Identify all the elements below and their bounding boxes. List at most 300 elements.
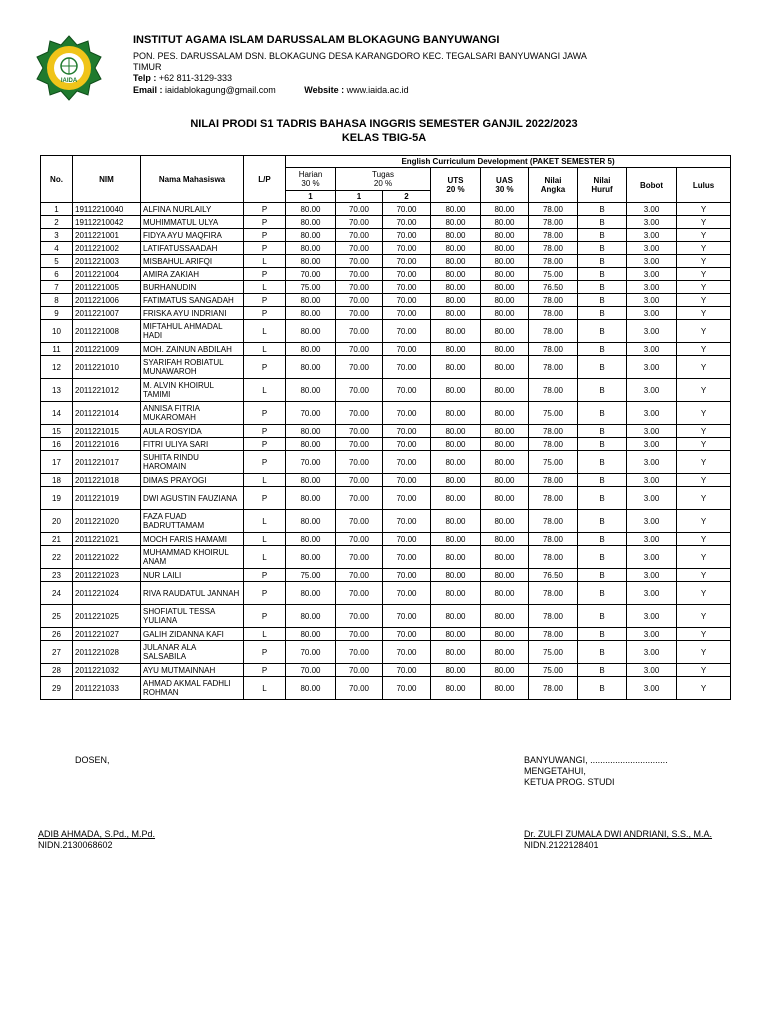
table-row bbox=[41, 474, 731, 487]
cell-uts: 80.00 bbox=[431, 379, 481, 402]
cell-gender: P bbox=[244, 487, 286, 510]
phone-value: +62 811-3129-333 bbox=[158, 73, 233, 83]
table-row bbox=[41, 402, 731, 425]
cell-nilai-angka: 76.50 bbox=[529, 569, 578, 582]
cell-tugas-2: 70.00 bbox=[383, 641, 431, 664]
cell-tugas-2: 70.00 bbox=[383, 379, 431, 402]
cell-uas: 80.00 bbox=[481, 533, 529, 546]
cell-bobot: 3.00 bbox=[627, 281, 677, 294]
phone-label: Telp : bbox=[133, 73, 157, 83]
header-lp: L/P bbox=[244, 156, 286, 203]
cell-bobot: 3.00 bbox=[627, 379, 677, 402]
cell-harian: 80.00 bbox=[286, 510, 336, 533]
cell-uts: 80.00 bbox=[431, 320, 481, 343]
cell-bobot: 3.00 bbox=[627, 510, 677, 533]
lecturer-nidn: NIDN.2130068602 bbox=[38, 840, 113, 850]
cell-nilai-angka: 76.50 bbox=[529, 281, 578, 294]
cell-lulus: Y bbox=[677, 582, 731, 605]
cell-tugas-2: 70.00 bbox=[383, 268, 431, 281]
cell-harian: 80.00 bbox=[286, 628, 336, 641]
cell-uas: 80.00 bbox=[481, 402, 529, 425]
cell-tugas-1: 70.00 bbox=[336, 203, 383, 216]
cell-harian: 80.00 bbox=[286, 533, 336, 546]
table-row bbox=[41, 641, 731, 664]
cell-uas: 80.00 bbox=[481, 203, 529, 216]
cell-tugas-1: 70.00 bbox=[336, 438, 383, 451]
cell-tugas-1: 70.00 bbox=[336, 605, 383, 628]
cell-no: 5 bbox=[41, 255, 73, 268]
cell-harian: 80.00 bbox=[286, 379, 336, 402]
cell-uts: 80.00 bbox=[431, 343, 481, 356]
cell-uas: 80.00 bbox=[481, 379, 529, 402]
cell-lulus: Y bbox=[677, 605, 731, 628]
cell-gender: P bbox=[244, 242, 286, 255]
table-row bbox=[41, 281, 731, 294]
cell-tugas-2: 70.00 bbox=[383, 487, 431, 510]
cell-nilai-angka: 78.00 bbox=[529, 677, 578, 700]
header-tugas: Tugas 20 % bbox=[336, 168, 431, 191]
cell-nim: 2011221012 bbox=[73, 379, 141, 402]
institution-address: PON. PES. DARUSSALAM DSN. BLOKAGUNG DESA KARANGDORO KEC. TEGALSARI BANYUWANGI JAWA TIMUR bbox=[133, 51, 587, 72]
table-row bbox=[41, 307, 731, 320]
cell-uts: 80.00 bbox=[431, 268, 481, 281]
cell-tugas-1: 70.00 bbox=[336, 474, 383, 487]
cell-gender: L bbox=[244, 281, 286, 294]
cell-nilai-angka: 75.00 bbox=[529, 268, 578, 281]
cell-gender: P bbox=[244, 216, 286, 229]
cell-bobot: 3.00 bbox=[627, 294, 677, 307]
cell-nilai-huruf: B bbox=[578, 664, 627, 677]
head-of-program-label: KETUA PROG. STUDI bbox=[524, 777, 615, 787]
cell-tugas-1: 70.00 bbox=[336, 569, 383, 582]
cell-gender: P bbox=[244, 294, 286, 307]
table-row bbox=[41, 229, 731, 242]
cell-nim: 2011221033 bbox=[73, 677, 141, 700]
cell-gender: P bbox=[244, 203, 286, 216]
cell-tugas-1: 70.00 bbox=[336, 281, 383, 294]
cell-tugas-2: 70.00 bbox=[383, 229, 431, 242]
table-row bbox=[41, 582, 731, 605]
cell-uts: 80.00 bbox=[431, 474, 481, 487]
cell-no: 24 bbox=[41, 582, 73, 605]
cell-tugas-1: 70.00 bbox=[336, 343, 383, 356]
cell-no: 15 bbox=[41, 425, 73, 438]
cell-name: DIMAS PRAYOGI bbox=[141, 474, 244, 487]
cell-nilai-huruf: B bbox=[578, 379, 627, 402]
cell-tugas-1: 70.00 bbox=[336, 425, 383, 438]
cell-nilai-huruf: B bbox=[578, 356, 627, 379]
cell-uts: 80.00 bbox=[431, 664, 481, 677]
cell-name: FRISKA AYU INDRIANI bbox=[141, 307, 244, 320]
header-harian: Harian 30 % bbox=[286, 168, 336, 191]
cell-nilai-angka: 78.00 bbox=[529, 203, 578, 216]
header-tugas-sub-2: 2 bbox=[383, 191, 431, 203]
cell-nilai-huruf: B bbox=[578, 242, 627, 255]
cell-nilai-huruf: B bbox=[578, 268, 627, 281]
cell-nilai-huruf: B bbox=[578, 582, 627, 605]
cell-uts: 80.00 bbox=[431, 255, 481, 268]
cell-name: NUR LAILI bbox=[141, 569, 244, 582]
cell-harian: 80.00 bbox=[286, 487, 336, 510]
table-row bbox=[41, 294, 731, 307]
cell-no: 1 bbox=[41, 203, 73, 216]
cell-harian: 80.00 bbox=[286, 356, 336, 379]
cell-nim: 2011221015 bbox=[73, 425, 141, 438]
cell-nim: 2011221014 bbox=[73, 402, 141, 425]
cell-lulus: Y bbox=[677, 320, 731, 343]
table-row bbox=[41, 677, 731, 700]
cell-tugas-1: 70.00 bbox=[336, 307, 383, 320]
cell-harian: 70.00 bbox=[286, 664, 336, 677]
cell-name: SHOFIATUL TESSA YULIANA bbox=[141, 605, 244, 628]
cell-no: 19 bbox=[41, 487, 73, 510]
class-title: KELAS TBIG-5A bbox=[341, 132, 427, 144]
cell-nilai-angka: 75.00 bbox=[529, 664, 578, 677]
cell-nilai-angka: 78.00 bbox=[529, 425, 578, 438]
cell-bobot: 3.00 bbox=[627, 628, 677, 641]
cell-name: SYARIFAH ROBIATUL MUNAWAROH bbox=[141, 356, 244, 379]
cell-tugas-2: 70.00 bbox=[383, 605, 431, 628]
cell-nilai-huruf: B bbox=[578, 438, 627, 451]
cell-nim: 2011221005 bbox=[73, 281, 141, 294]
cell-nilai-huruf: B bbox=[578, 510, 627, 533]
cell-harian: 70.00 bbox=[286, 402, 336, 425]
cell-uas: 80.00 bbox=[481, 438, 529, 451]
cell-gender: L bbox=[244, 533, 286, 546]
cell-lulus: Y bbox=[677, 677, 731, 700]
cell-nilai-huruf: B bbox=[578, 294, 627, 307]
cell-uas: 80.00 bbox=[481, 281, 529, 294]
cell-name: FITRI ULIYA SARI bbox=[141, 438, 244, 451]
cell-uts: 80.00 bbox=[431, 425, 481, 438]
cell-nim: 2011221025 bbox=[73, 605, 141, 628]
cell-uas: 80.00 bbox=[481, 451, 529, 474]
cell-bobot: 3.00 bbox=[627, 533, 677, 546]
cell-tugas-1: 70.00 bbox=[336, 582, 383, 605]
cell-harian: 80.00 bbox=[286, 242, 336, 255]
header-course: English Curriculum Development (PAKET SEMESTER 5) bbox=[286, 156, 731, 168]
cell-uts: 80.00 bbox=[431, 451, 481, 474]
cell-tugas-1: 70.00 bbox=[336, 268, 383, 281]
cell-tugas-2: 70.00 bbox=[383, 255, 431, 268]
cell-tugas-1: 70.00 bbox=[336, 641, 383, 664]
cell-gender: P bbox=[244, 402, 286, 425]
cell-uas: 80.00 bbox=[481, 229, 529, 242]
table-row bbox=[41, 438, 731, 451]
cell-uts: 80.00 bbox=[431, 356, 481, 379]
cell-uts: 80.00 bbox=[431, 487, 481, 510]
cell-gender: L bbox=[244, 628, 286, 641]
cell-nilai-huruf: B bbox=[578, 307, 627, 320]
cell-nilai-angka: 78.00 bbox=[529, 255, 578, 268]
cell-tugas-1: 70.00 bbox=[336, 451, 383, 474]
cell-name: AYU MUTMAINNAH bbox=[141, 664, 244, 677]
cell-name: MOH. ZAINUN ABDILAH bbox=[141, 343, 244, 356]
cell-gender: P bbox=[244, 641, 286, 664]
cell-nim: 2011221021 bbox=[73, 533, 141, 546]
cell-gender: P bbox=[244, 268, 286, 281]
cell-nilai-huruf: B bbox=[578, 425, 627, 438]
email-value[interactable]: iaidablokagung@gmail.com bbox=[165, 85, 276, 95]
cell-harian: 70.00 bbox=[286, 641, 336, 664]
cell-uas: 80.00 bbox=[481, 307, 529, 320]
cell-bobot: 3.00 bbox=[627, 402, 677, 425]
header-uts: UTS 20 % bbox=[431, 168, 481, 203]
cell-uas: 80.00 bbox=[481, 664, 529, 677]
cell-bobot: 3.00 bbox=[627, 425, 677, 438]
cell-no: 23 bbox=[41, 569, 73, 582]
cell-gender: P bbox=[244, 582, 286, 605]
cell-uts: 80.00 bbox=[431, 641, 481, 664]
grades-body bbox=[41, 203, 731, 700]
cell-uas: 80.00 bbox=[481, 216, 529, 229]
acknowledged-label: MENGETAHUI, bbox=[524, 766, 586, 776]
cell-nim: 2011221024 bbox=[73, 582, 141, 605]
cell-lulus: Y bbox=[677, 356, 731, 379]
cell-gender: L bbox=[244, 255, 286, 268]
cell-tugas-2: 70.00 bbox=[383, 294, 431, 307]
grades-table bbox=[40, 155, 731, 700]
cell-nilai-angka: 78.00 bbox=[529, 307, 578, 320]
cell-nim: 2011221020 bbox=[73, 510, 141, 533]
cell-lulus: Y bbox=[677, 229, 731, 242]
lecturer-label: DOSEN, bbox=[75, 755, 110, 765]
cell-gender: P bbox=[244, 569, 286, 582]
cell-no: 3 bbox=[41, 229, 73, 242]
cell-bobot: 3.00 bbox=[627, 677, 677, 700]
cell-lulus: Y bbox=[677, 664, 731, 677]
cell-bobot: 3.00 bbox=[627, 203, 677, 216]
cell-harian: 80.00 bbox=[286, 229, 336, 242]
document-title: NILAI PRODI S1 TADRIS BAHASA INGGRIS SEMESTER GANJIL 2022/2023 bbox=[190, 118, 578, 130]
cell-uas: 80.00 bbox=[481, 582, 529, 605]
cell-nilai-angka: 78.00 bbox=[529, 242, 578, 255]
cell-uas: 80.00 bbox=[481, 268, 529, 281]
cell-nim: 19112210042 bbox=[73, 216, 141, 229]
place-date: BANYUWANGI, ............................... bbox=[524, 755, 668, 765]
cell-uas: 80.00 bbox=[481, 546, 529, 569]
cell-bobot: 3.00 bbox=[627, 255, 677, 268]
cell-no: 2 bbox=[41, 216, 73, 229]
cell-no: 8 bbox=[41, 294, 73, 307]
head-of-program-name: Dr. ZULFI ZUMALA DWI ANDRIANI, S.S., M.A. bbox=[524, 829, 713, 839]
header-bobot: Bobot bbox=[627, 168, 677, 203]
cell-lulus: Y bbox=[677, 641, 731, 664]
cell-gender: P bbox=[244, 605, 286, 628]
cell-name: RIVA RAUDATUL JANNAH bbox=[141, 582, 244, 605]
cell-uts: 80.00 bbox=[431, 216, 481, 229]
cell-nilai-huruf: B bbox=[578, 628, 627, 641]
cell-lulus: Y bbox=[677, 242, 731, 255]
cell-nilai-angka: 78.00 bbox=[529, 605, 578, 628]
cell-bobot: 3.00 bbox=[627, 605, 677, 628]
cell-gender: L bbox=[244, 546, 286, 569]
cell-nilai-huruf: B bbox=[578, 677, 627, 700]
cell-lulus: Y bbox=[677, 281, 731, 294]
cell-nim: 2011221001 bbox=[73, 229, 141, 242]
header-harian-sub: 1 bbox=[286, 191, 336, 203]
cell-nilai-huruf: B bbox=[578, 641, 627, 664]
cell-nilai-huruf: B bbox=[578, 343, 627, 356]
cell-bobot: 3.00 bbox=[627, 474, 677, 487]
table-row bbox=[41, 569, 731, 582]
cell-uas: 80.00 bbox=[481, 641, 529, 664]
cell-nim: 2011221019 bbox=[73, 487, 141, 510]
table-row bbox=[41, 379, 731, 402]
cell-harian: 80.00 bbox=[286, 605, 336, 628]
table-row bbox=[41, 533, 731, 546]
cell-bobot: 3.00 bbox=[627, 229, 677, 242]
cell-lulus: Y bbox=[677, 487, 731, 510]
cell-bobot: 3.00 bbox=[627, 451, 677, 474]
cell-bobot: 3.00 bbox=[627, 343, 677, 356]
table-row bbox=[41, 255, 731, 268]
cell-gender: L bbox=[244, 510, 286, 533]
cell-nilai-huruf: B bbox=[578, 402, 627, 425]
cell-uts: 80.00 bbox=[431, 402, 481, 425]
cell-uas: 80.00 bbox=[481, 605, 529, 628]
header-lulus: Lulus bbox=[677, 168, 731, 203]
cell-bobot: 3.00 bbox=[627, 438, 677, 451]
cell-bobot: 3.00 bbox=[627, 487, 677, 510]
cell-harian: 70.00 bbox=[286, 268, 336, 281]
cell-no: 28 bbox=[41, 664, 73, 677]
cell-nilai-huruf: B bbox=[578, 203, 627, 216]
cell-nilai-angka: 78.00 bbox=[529, 343, 578, 356]
cell-nim: 2011221018 bbox=[73, 474, 141, 487]
cell-tugas-1: 70.00 bbox=[336, 216, 383, 229]
website-label: Website : bbox=[304, 85, 345, 95]
cell-nim: 2011221008 bbox=[73, 320, 141, 343]
header-no: No. bbox=[41, 156, 73, 203]
cell-nim: 2011221007 bbox=[73, 307, 141, 320]
cell-bobot: 3.00 bbox=[627, 641, 677, 664]
header-nilai-angka: Nilai Angka bbox=[529, 168, 578, 203]
cell-no: 12 bbox=[41, 356, 73, 379]
cell-nilai-angka: 78.00 bbox=[529, 229, 578, 242]
cell-no: 18 bbox=[41, 474, 73, 487]
table-row bbox=[41, 216, 731, 229]
cell-nim: 2011221003 bbox=[73, 255, 141, 268]
cell-nilai-huruf: B bbox=[578, 229, 627, 242]
cell-name: MUHAMMAD KHOIRUL ANAM bbox=[141, 546, 244, 569]
cell-nilai-angka: 78.00 bbox=[529, 356, 578, 379]
cell-nim: 2011221027 bbox=[73, 628, 141, 641]
cell-uts: 80.00 bbox=[431, 677, 481, 700]
cell-nilai-angka: 75.00 bbox=[529, 641, 578, 664]
cell-nilai-angka: 75.00 bbox=[529, 451, 578, 474]
cell-tugas-2: 70.00 bbox=[383, 307, 431, 320]
website-value[interactable]: www.iaida.ac.id bbox=[346, 85, 409, 95]
cell-harian: 80.00 bbox=[286, 343, 336, 356]
cell-no: 21 bbox=[41, 533, 73, 546]
cell-tugas-1: 70.00 bbox=[336, 664, 383, 677]
email-label: Email : bbox=[133, 85, 163, 95]
cell-tugas-2: 70.00 bbox=[383, 356, 431, 379]
cell-tugas-2: 70.00 bbox=[383, 664, 431, 677]
cell-no: 6 bbox=[41, 268, 73, 281]
cell-harian: 80.00 bbox=[286, 438, 336, 451]
cell-no: 25 bbox=[41, 605, 73, 628]
cell-lulus: Y bbox=[677, 379, 731, 402]
cell-bobot: 3.00 bbox=[627, 268, 677, 281]
cell-name: GALIH ZIDANNA KAFI bbox=[141, 628, 244, 641]
cell-nim: 2011221023 bbox=[73, 569, 141, 582]
cell-uts: 80.00 bbox=[431, 510, 481, 533]
cell-nilai-angka: 78.00 bbox=[529, 216, 578, 229]
table-row bbox=[41, 451, 731, 474]
cell-uas: 80.00 bbox=[481, 320, 529, 343]
cell-lulus: Y bbox=[677, 425, 731, 438]
cell-tugas-2: 70.00 bbox=[383, 425, 431, 438]
cell-name: MIFTAHUL AHMADAL HADI bbox=[141, 320, 244, 343]
cell-lulus: Y bbox=[677, 268, 731, 281]
cell-uts: 80.00 bbox=[431, 569, 481, 582]
cell-nilai-angka: 78.00 bbox=[529, 546, 578, 569]
cell-tugas-2: 70.00 bbox=[383, 402, 431, 425]
cell-lulus: Y bbox=[677, 307, 731, 320]
cell-tugas-2: 70.00 bbox=[383, 343, 431, 356]
table-row bbox=[41, 343, 731, 356]
cell-tugas-1: 70.00 bbox=[336, 402, 383, 425]
cell-nilai-huruf: B bbox=[578, 281, 627, 294]
cell-nilai-huruf: B bbox=[578, 533, 627, 546]
cell-uts: 80.00 bbox=[431, 438, 481, 451]
cell-uts: 80.00 bbox=[431, 229, 481, 242]
cell-tugas-2: 70.00 bbox=[383, 510, 431, 533]
cell-bobot: 3.00 bbox=[627, 546, 677, 569]
table-row bbox=[41, 425, 731, 438]
cell-nilai-angka: 78.00 bbox=[529, 474, 578, 487]
table-row bbox=[41, 242, 731, 255]
cell-bobot: 3.00 bbox=[627, 320, 677, 343]
cell-tugas-1: 70.00 bbox=[336, 242, 383, 255]
cell-tugas-2: 70.00 bbox=[383, 582, 431, 605]
cell-gender: L bbox=[244, 379, 286, 402]
cell-gender: L bbox=[244, 343, 286, 356]
table-row bbox=[41, 605, 731, 628]
cell-nilai-huruf: B bbox=[578, 546, 627, 569]
cell-bobot: 3.00 bbox=[627, 216, 677, 229]
head-of-program-nidn: NIDN.2122128401 bbox=[524, 840, 599, 850]
cell-no: 17 bbox=[41, 451, 73, 474]
table-row bbox=[41, 268, 731, 281]
cell-lulus: Y bbox=[677, 546, 731, 569]
cell-no: 22 bbox=[41, 546, 73, 569]
table-row bbox=[41, 664, 731, 677]
cell-tugas-1: 70.00 bbox=[336, 677, 383, 700]
cell-nilai-angka: 78.00 bbox=[529, 438, 578, 451]
cell-gender: L bbox=[244, 320, 286, 343]
cell-bobot: 3.00 bbox=[627, 356, 677, 379]
cell-name: BURHANUDIN bbox=[141, 281, 244, 294]
cell-harian: 75.00 bbox=[286, 569, 336, 582]
cell-tugas-1: 70.00 bbox=[336, 320, 383, 343]
cell-bobot: 3.00 bbox=[627, 307, 677, 320]
cell-nim: 19112210040 bbox=[73, 203, 141, 216]
cell-name: M. ALVIN KHOIRUL TAMIMI bbox=[141, 379, 244, 402]
cell-uts: 80.00 bbox=[431, 605, 481, 628]
cell-no: 7 bbox=[41, 281, 73, 294]
cell-name: MUHIMMATUL ULYA bbox=[141, 216, 244, 229]
table-row bbox=[41, 487, 731, 510]
cell-nim: 2011221002 bbox=[73, 242, 141, 255]
cell-tugas-2: 70.00 bbox=[383, 677, 431, 700]
cell-gender: L bbox=[244, 474, 286, 487]
cell-lulus: Y bbox=[677, 451, 731, 474]
cell-lulus: Y bbox=[677, 510, 731, 533]
cell-nilai-angka: 78.00 bbox=[529, 294, 578, 307]
